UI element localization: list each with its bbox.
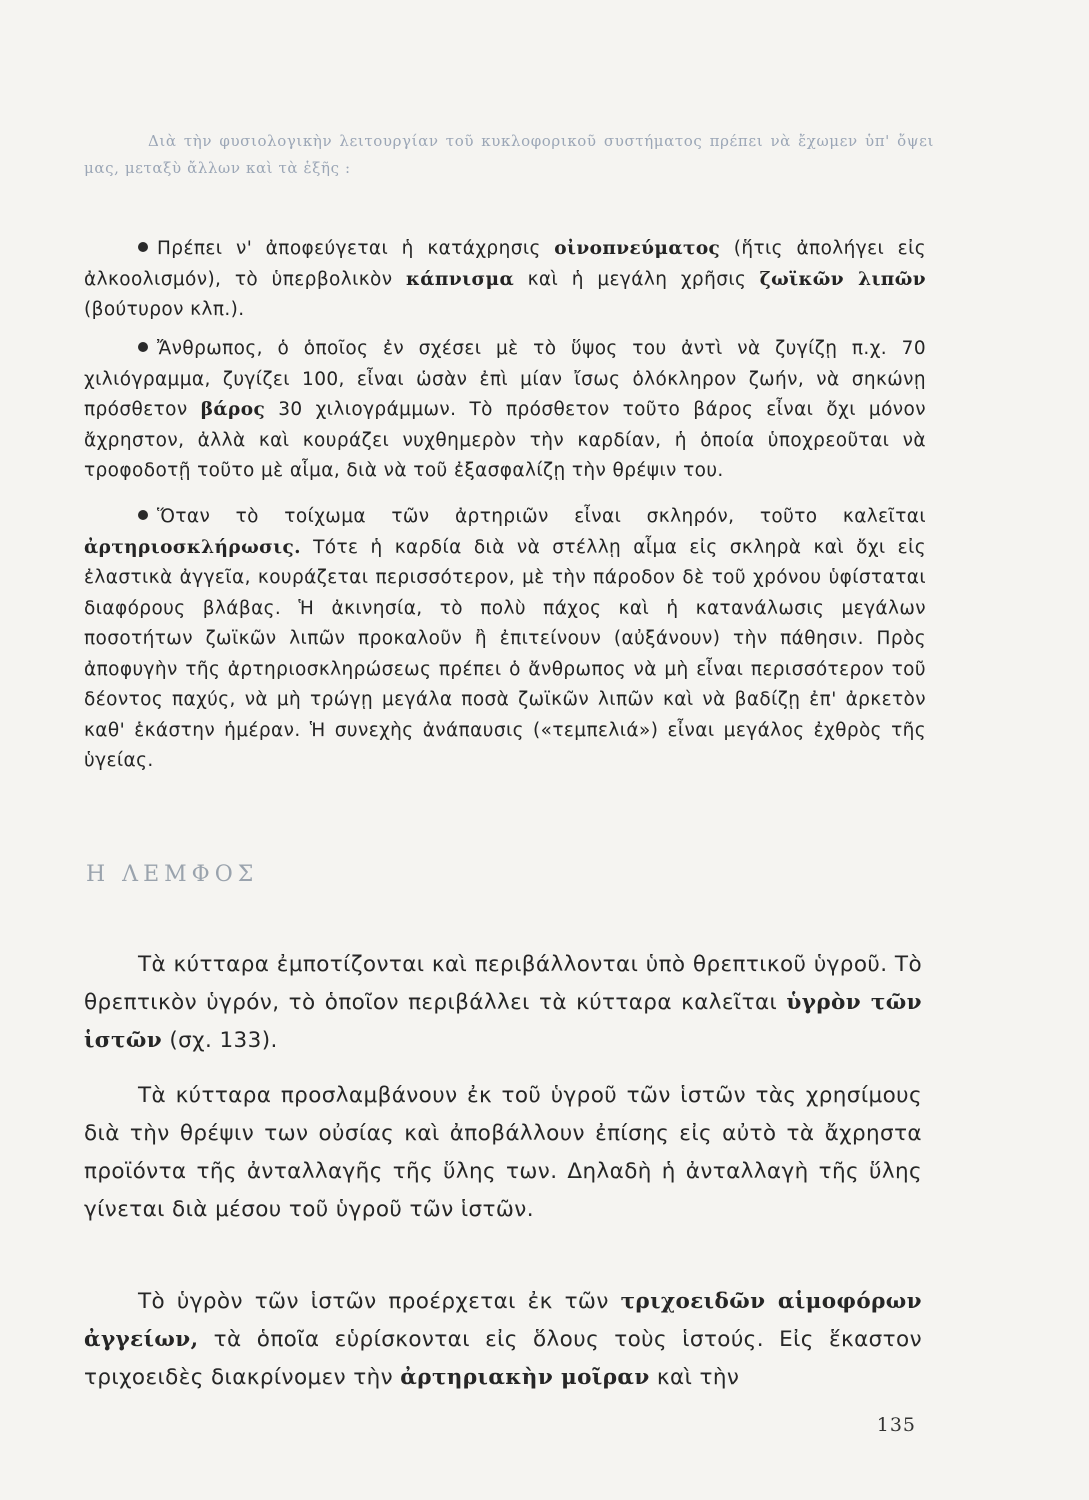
section-heading: Η ΛΕΜΦΟΣ [86, 862, 259, 887]
page-number: 135 [876, 1414, 916, 1436]
bold-term: ζωϊκῶν λιπῶν [759, 268, 927, 290]
bullet-paragraph-weight: Ἄνθρωπος, ὁ ὁποῖος ἐν σχέσει μὲ τὸ ὕψος του ἀντὶ νὰ ζυγίζῃ π.χ. 70 χιλιόγραμμα, ζυγίζει 100, εἶναι ὡσὰν ἐπὶ μίαν ἴσως ὁλόκληρον ζωήν, νὰ σηκώνῃ πρόσθετον βάρος 30 χιλιογράμμων. Τὸ πρόσθετον τοῦτο βάρος εἶναι ὄχι μόνον ἄχρηστον, ἀλλὰ καὶ κουράζει νυχθημερὸν τὴν καρδίαν, ἡ ὁποία ὑποχρεοῦται νὰ τροφοδοτῇ τοῦτο μὲ αἷμα, διὰ νὰ τοῦ ἐξασφαλίζῃ τὴν θρέψιν του. [84, 338, 926, 481]
bold-term: τριχοειδῶν αἱμοφόρων ἀγγείων, [84, 1289, 922, 1352]
bullet-paragraph-arteriosclerosis: Ὅταν τὸ τοίχωμα τῶν ἀρτηριῶν εἶναι σκληρόν, τοῦτο καλεῖται ἀρτηριοσκλήρωσις. Τότε ἡ καρδία διὰ νὰ στέλλῃ αἷμα εἰς σκληρὰ καὶ ὄχι εἰς ἐλαστικὰ ἀγγεῖα, κουράζεται περισσότερον, μὲ τὴν πάροδον δὲ τοῦ χρόνου ὑφίσταται διαφόρους βλάβας. Ἡ ἀκινησία, τὸ πολὺ πάχος καὶ ἡ κατανάλωσις μεγάλων ποσοτήτων ζωϊκῶν λιπῶν προκαλοῦν ἢ ἐπιτείνουν (αὐξάνουν) τὴν πάθησιν. Πρὸς ἀποφυγὴν τῆς ἀρτηριοσκληρώσεως πρέπει ὁ ἄνθρωπος νὰ μὴ εἶναι περισσότερον τοῦ δέοντος παχύς, νὰ μὴ τρώγῃ μεγάλα ποσὰ ζωϊκῶν λιπῶν καὶ νὰ βαδίζῃ ἐπ' ἀρκετὸν καθ' ἑκάστην ἡμέραν. Ἡ συνεχὴς ἀνάπαυσις («τεμπελιά») εἶναι μεγάλος ἐχθρὸς τῆς ὑγείας. [84, 506, 926, 771]
bold-term: ὑγρὸν τῶν ἱστῶν [84, 990, 922, 1053]
bold-term: οἰνοπνεύματος [554, 238, 721, 259]
intro-text: Διὰ τὴν φυσιολογικὴν λειτουργίαν τοῦ κυκλοφορικοῦ συστήματος πρέπει νὰ ἔχωμεν ὑπ' ὄψει μας, μεταξὺ ἄλλων καὶ τὰ ἑξῆς : [84, 132, 934, 177]
bullet-icon [138, 510, 148, 520]
lymph-paragraph-3: Τὸ ὑγρὸν τῶν ἱστῶν προέρχεται ἐκ τῶν τριχοειδῶν αἱμοφόρων ἀγγείων, τὰ ὁποῖα εὑρίσκονται εἰς ὅλους τοὺς ἱστούς. Εἰς ἕκαστον τριχοειδὲς διακρίνομεν τὴν ἀρτηριακὴν μοῖραν καὶ τὴν [84, 1289, 922, 1390]
bold-term: ἀρτηριοσκλήρωσις. [84, 536, 301, 558]
bullet-icon [138, 342, 148, 352]
lymph-paragraph-2: Τὰ κύτταρα προσλαμβάνουν ἐκ τοῦ ὑγροῦ τῶν ἱστῶν τὰς χρησίμους διὰ τὴν θρέψιν των οὐσίας καὶ ἀποβάλλουν ἐπίσης εἰς αὐτὸ τὰ ἄχρηστα προϊόντα τῆς ἀνταλλαγῆς τῆς ὕλης των. Δηλαδὴ ἡ ἀνταλλαγὴ τῆς ὕλης γίνεται διὰ μέσου τοῦ ὑγροῦ τῶν ἱστῶν. [84, 1083, 922, 1222]
lymph-paragraph-1: Τὰ κύτταρα ἐμποτίζονται καὶ περιβάλλονται ὑπὸ θρεπτικοῦ ὑγροῦ. Τὸ θρεπτικὸν ὑγρόν, τὸ ὁποῖον περιβάλλει τὰ κύτταρα καλεῖται ὑγρὸν τῶν ἱστῶν (σχ. 133). [84, 952, 922, 1053]
bold-term: βάρος [200, 399, 266, 420]
bullet-paragraph-alcohol: Πρέπει ν' ἀποφεύγεται ἡ κατάχρησις οἰνοπνεύματος (ἥτις ἀπολήγει εἰς ἀλκοολισμόν), τὸ ὑπερβολικὸν κάπνισμα καὶ ἡ μεγάλη χρῆσις ζωϊκῶν λιπῶν (βούτυρον κλπ.). [84, 238, 927, 320]
bullet-icon [138, 242, 148, 252]
bold-term: κάπνισμα [406, 268, 515, 290]
bold-term: ἀρτηριακὴν μοῖραν [400, 1365, 650, 1390]
intro-paragraph [84, 128, 934, 182]
